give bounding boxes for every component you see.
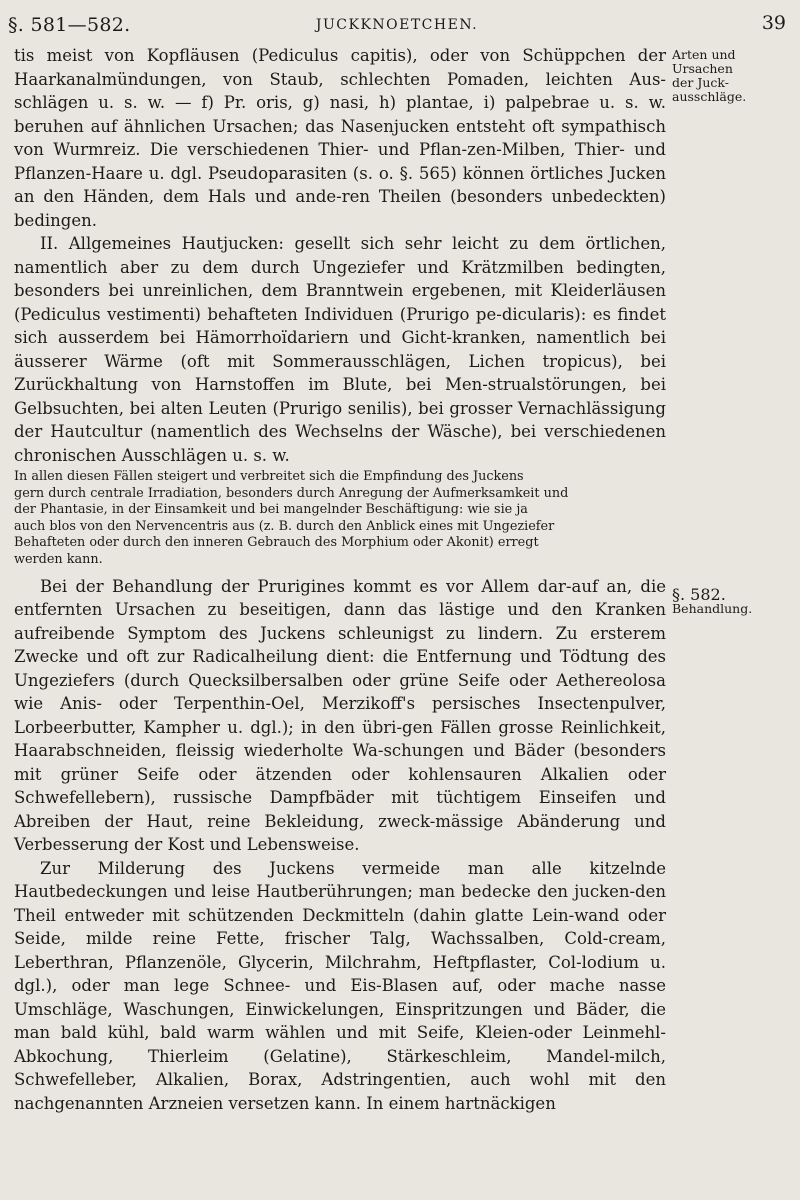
page-number: 39 — [761, 12, 786, 34]
paragraph-treatment: Bei der Behandlung der Prurigines kommt es vor Allem dar-auf an, die entfernten Ursachen zu beseitigen, dann das lästige und den Kranken aufreibende Symptom des Juckens schleunigst zu lindern. Zu ersterem Zwecke und oft zur Radicalheilung dient: die Entfernung und Tödtung des Ungeziefers (durch Quecksilbersalben oder grüne Seife oder Aethereolosa wie Anis- oder Terpenthin-Oel, Merzikoff's persisches Insectenpulver, Lorbeerbutter, Kampher u. dgl.); in den übri-gen Fällen grosse Reinlichkeit, Haarabschneiden, fleissig wiederholte Wa-schungen und Bäder (besonders mit grüner Seife oder ätzenden oder kohlensauren Alkalien oder Schwefellebern), russische Dampfbäder mit tüchtigem Einseifen und Abreiben der Haut, reine Bekleidung, zweck-mässige Abänderung und Verbesserung der Kost und Lebensweise. — [14, 576, 666, 855]
paragraph-local-itching: tis meist von Kopfläusen (Pediculus capitis), oder von Schüppchen der Haarkanalmündungen, von Staub, schlechten Pomaden, leichten Aus-schlägen u. s. w. — f) Pr. oris, g) nasi, h) plantae, i) palpebrae u. s. w. beruhen auf ähnlichen Ursachen; das Nasenjucken entsteht oft sympathisch von Wurmreiz. Die verschiedenen Thier- und Pflan-zen-Milben, Thier- und Pflanzen-Haare u. dgl. Pseudoparasiten (s. o. §. 565) können örtliches Jucken an den Händen, dem Hals und ande-ren Theilen (besonders unbedeckten) bedingen. — [14, 46, 666, 230]
paragraph-relief: Zur Milderung des Juckens vermeide man alle kitzelnde Hautbedeckungen und leise Hautberührungen; man bedecke den jucken-den Theil entweder mit schützenden Deckmitteln (dahin glatte Lein-wand oder Seide, milde reine Fette, frischer Talg, Wachssalben, Cold-cream, Leberthran, Pflanzenöle, Glycerin, Milchrahm, Heftpflaster, Col-lodium u. dgl.), oder man lege Schnee- und Eis-Blasen auf, oder mache nasse Umschläge, Waschungen, Einwickelungen, Einspritzungen und Bäder, die man bald kühl, bald warm wählen und mit Seife, Kleien-oder Leinmehl-Abkochung, Thierleim (Gelatine), Stärkeschleim, Mandel-milch, Schwefelleber, Alkalien, Borax, Adstringentien, auch wohl mit den nachgenannten Arzneien versetzen kann. In einem hartnäckigen — [14, 858, 666, 1113]
section-range: §. 581—582. — [8, 14, 131, 36]
running-header — [8, 6, 786, 40]
running-title: JUCKKNOETCHEN. — [315, 17, 479, 33]
margin-note-causes: Arten und Ursachen der Juck- ausschläge. — [672, 47, 747, 104]
paragraph-general-itching: II. Allgemeines Hautjucken: gesellt sich sehr leicht zu dem örtlichen, namentlich aber zu dem durch Ungeziefer und Krätzmilben bedingten, besonders bei unreinlichen, dem Branntwein ergebenen, mit Kleiderläusen (Pediculus vestimenti) behafteten Individuen (Prurigo pe-dicularis): es findet sich ausserdem bei Hämorrhoïdariern und Gicht-kranken, namentlich bei äusserer Wärme (oft mit Sommerausschlägen, Lichen tropicus), bei Zurückhaltung von Harnstoffen im Blute, bei Men-strualstörungen, bei Gelbsuchten, bei alten Leuten (Prurigo senilis), bei grosser Vernachlässigung der Hautcultur (namentlich des Wechselns der Wäsche), bei verschiedenen chronischen Ausschlägen u. s. w. — [14, 234, 666, 465]
body-text — [14, 44, 666, 1115]
margin-note-treatment: §. 582. Behandlung. — [672, 585, 753, 616]
small-print-note: In allen diesen Fällen steigert und verbreitet sich die Empfindung des Juckens gern durch centrale Irradiation, besonders durch Anregung der Aufmerksamkeit und der Phantasie, in der Einsamkeit und bei mangelnder Beschäftigung: wie sie ja auch blos von den Nervencentris aus (z. B. durch den Anblick eines mit Ungeziefer Behafteten oder durch den inneren Gebrauch des Morphium oder Akonit) erregt werden kann. — [14, 469, 569, 567]
